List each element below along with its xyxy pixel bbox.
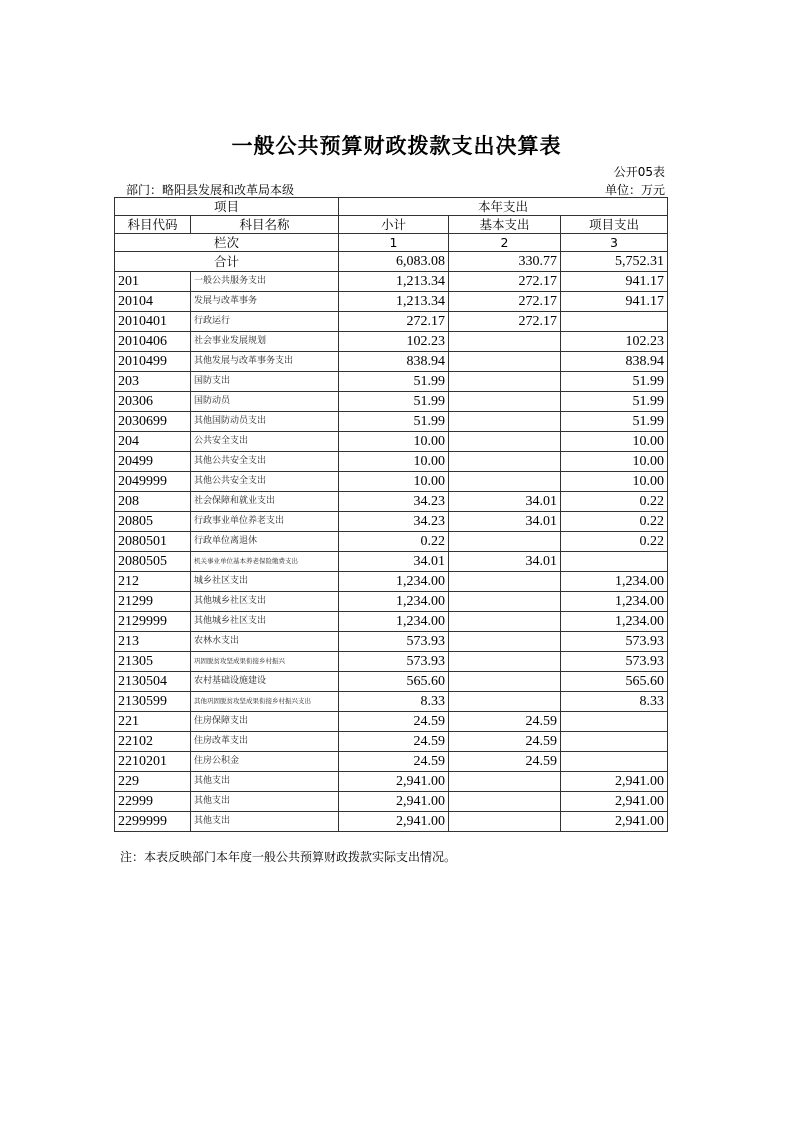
header-item: 项目 xyxy=(115,198,339,216)
row-name: 行政运行 xyxy=(191,312,339,332)
column-label: 栏次 xyxy=(115,234,339,252)
row-project: 10.00 xyxy=(561,452,668,472)
row-subtotal: 0.22 xyxy=(339,532,449,552)
row-subtotal: 51.99 xyxy=(339,372,449,392)
row-project xyxy=(561,312,668,332)
row-subtotal: 838.94 xyxy=(339,352,449,372)
row-project: 102.23 xyxy=(561,332,668,352)
row-subtotal: 10.00 xyxy=(339,472,449,492)
row-name: 其他公共安全支出 xyxy=(191,472,339,492)
column-number-row xyxy=(115,234,668,252)
row-code: 2049999 xyxy=(115,472,191,492)
row-project: 0.22 xyxy=(561,492,668,512)
header-project: 项目支出 xyxy=(561,216,668,234)
row-name: 公共安全支出 xyxy=(191,432,339,452)
row-name: 国防动员 xyxy=(191,392,339,412)
form-number: 公开05表 xyxy=(613,165,665,179)
row-name: 其他发展与改革事务支出 xyxy=(191,352,339,372)
row-project: 941.17 xyxy=(561,292,668,312)
row-project: 1,234.00 xyxy=(561,612,668,632)
row-basic xyxy=(449,572,561,592)
row-code: 22102 xyxy=(115,732,191,752)
table-row xyxy=(115,632,668,652)
row-name: 行政单位离退休 xyxy=(191,532,339,552)
table-row xyxy=(115,472,668,492)
row-subtotal: 1,213.34 xyxy=(339,272,449,292)
row-subtotal: 24.59 xyxy=(339,752,449,772)
row-project: 0.22 xyxy=(561,532,668,552)
row-name: 其他支出 xyxy=(191,792,339,812)
row-subtotal: 573.93 xyxy=(339,652,449,672)
row-basic xyxy=(449,632,561,652)
row-basic xyxy=(449,532,561,552)
row-project xyxy=(561,732,668,752)
row-name: 其他城乡社区支出 xyxy=(191,592,339,612)
row-basic: 272.17 xyxy=(449,272,561,292)
row-project: 573.93 xyxy=(561,652,668,672)
total-project: 5,752.31 xyxy=(561,252,668,272)
row-basic xyxy=(449,452,561,472)
row-subtotal: 24.59 xyxy=(339,712,449,732)
row-name: 发展与改革事务 xyxy=(191,292,339,312)
table-row xyxy=(115,592,668,612)
table-row xyxy=(115,772,668,792)
row-basic: 272.17 xyxy=(449,292,561,312)
header-name: 科目名称 xyxy=(191,216,339,234)
row-basic: 34.01 xyxy=(449,512,561,532)
header-basic: 基本支出 xyxy=(449,216,561,234)
row-basic: 24.59 xyxy=(449,732,561,752)
header-subtotal: 小计 xyxy=(339,216,449,234)
row-subtotal: 272.17 xyxy=(339,312,449,332)
table-row xyxy=(115,572,668,592)
table-row xyxy=(115,392,668,412)
row-project: 10.00 xyxy=(561,432,668,452)
table-row xyxy=(115,552,668,572)
row-subtotal: 2,941.00 xyxy=(339,772,449,792)
row-subtotal: 2,941.00 xyxy=(339,792,449,812)
table-row xyxy=(115,732,668,752)
row-name: 住房改革支出 xyxy=(191,732,339,752)
row-project: 2,941.00 xyxy=(561,812,668,832)
header-row-1 xyxy=(115,198,668,216)
header-current-year: 本年支出 xyxy=(339,198,668,216)
row-code: 201 xyxy=(115,272,191,292)
row-code: 204 xyxy=(115,432,191,452)
table-row xyxy=(115,492,668,512)
row-project xyxy=(561,712,668,732)
row-code: 212 xyxy=(115,572,191,592)
row-code: 2010499 xyxy=(115,352,191,372)
row-basic xyxy=(449,612,561,632)
row-basic: 34.01 xyxy=(449,552,561,572)
row-code: 21305 xyxy=(115,652,191,672)
row-code: 221 xyxy=(115,712,191,732)
row-code: 2080501 xyxy=(115,532,191,552)
row-name: 城乡社区支出 xyxy=(191,572,339,592)
table-row xyxy=(115,512,668,532)
row-basic xyxy=(449,812,561,832)
row-name: 其他公共安全支出 xyxy=(191,452,339,472)
row-basic xyxy=(449,672,561,692)
row-subtotal: 34.23 xyxy=(339,492,449,512)
row-code: 20306 xyxy=(115,392,191,412)
table-row xyxy=(115,432,668,452)
row-code: 229 xyxy=(115,772,191,792)
total-subtotal: 6,083.08 xyxy=(339,252,449,272)
row-subtotal: 573.93 xyxy=(339,632,449,652)
row-name: 巩固脱贫攻坚成果衔接乡村振兴 xyxy=(191,652,339,672)
row-subtotal: 24.59 xyxy=(339,732,449,752)
row-name: 其他支出 xyxy=(191,812,339,832)
row-name: 住房保障支出 xyxy=(191,712,339,732)
row-basic: 272.17 xyxy=(449,312,561,332)
total-label: 合计 xyxy=(115,252,339,272)
table-row xyxy=(115,532,668,552)
table-row xyxy=(115,272,668,292)
row-basic xyxy=(449,372,561,392)
row-project: 51.99 xyxy=(561,412,668,432)
row-code: 20805 xyxy=(115,512,191,532)
row-code: 2210201 xyxy=(115,752,191,772)
row-project: 838.94 xyxy=(561,352,668,372)
row-subtotal: 34.01 xyxy=(339,552,449,572)
row-project: 2,941.00 xyxy=(561,772,668,792)
row-name: 一般公共服务支出 xyxy=(191,272,339,292)
row-subtotal: 10.00 xyxy=(339,432,449,452)
table-row xyxy=(115,412,668,432)
row-project: 8.33 xyxy=(561,692,668,712)
row-project xyxy=(561,752,668,772)
table-row xyxy=(115,452,668,472)
row-code: 208 xyxy=(115,492,191,512)
expenditure-table xyxy=(114,197,668,832)
row-code: 2010406 xyxy=(115,332,191,352)
row-name: 其他城乡社区支出 xyxy=(191,612,339,632)
header-row-2 xyxy=(115,216,668,234)
row-subtotal: 1,213.34 xyxy=(339,292,449,312)
col-number-2: 2 xyxy=(449,234,561,252)
row-name: 农村基础设施建设 xyxy=(191,672,339,692)
row-basic: 24.59 xyxy=(449,712,561,732)
row-basic xyxy=(449,792,561,812)
table-row xyxy=(115,372,668,392)
row-project: 1,234.00 xyxy=(561,592,668,612)
table-row xyxy=(115,712,668,732)
table-row xyxy=(115,352,668,372)
row-project xyxy=(561,552,668,572)
unit-label: 单位：万元 xyxy=(604,183,665,197)
row-code: 2130599 xyxy=(115,692,191,712)
col-number-1: 1 xyxy=(339,234,449,252)
table-row xyxy=(115,332,668,352)
row-basic xyxy=(449,352,561,372)
row-code: 213 xyxy=(115,632,191,652)
row-basic xyxy=(449,412,561,432)
total-row xyxy=(115,252,668,272)
row-project: 565.60 xyxy=(561,672,668,692)
row-basic xyxy=(449,472,561,492)
table-row xyxy=(115,312,668,332)
row-subtotal: 102.23 xyxy=(339,332,449,352)
table-row xyxy=(115,792,668,812)
row-basic xyxy=(449,432,561,452)
row-code: 203 xyxy=(115,372,191,392)
row-basic xyxy=(449,592,561,612)
table-row xyxy=(115,292,668,312)
row-subtotal: 10.00 xyxy=(339,452,449,472)
page-title: 一般公共预算财政拨款支出决算表 xyxy=(231,134,562,158)
row-subtotal: 1,234.00 xyxy=(339,612,449,632)
row-project: 10.00 xyxy=(561,472,668,492)
row-code: 2299999 xyxy=(115,812,191,832)
row-project: 1,234.00 xyxy=(561,572,668,592)
row-project: 941.17 xyxy=(561,272,668,292)
row-project: 2,941.00 xyxy=(561,792,668,812)
header-code: 科目代码 xyxy=(115,216,191,234)
row-code: 2130504 xyxy=(115,672,191,692)
row-subtotal: 565.60 xyxy=(339,672,449,692)
row-name: 农林水支出 xyxy=(191,632,339,652)
row-code: 20104 xyxy=(115,292,191,312)
footnote: 注：本表反映部门本年度一般公共预算财政拨款实际支出情况。 xyxy=(120,850,457,864)
row-code: 2030699 xyxy=(115,412,191,432)
row-basic xyxy=(449,772,561,792)
table-row xyxy=(115,812,668,832)
table-row xyxy=(115,652,668,672)
row-basic: 34.01 xyxy=(449,492,561,512)
row-name: 行政事业单位养老支出 xyxy=(191,512,339,532)
table-row xyxy=(115,612,668,632)
table-row xyxy=(115,692,668,712)
row-name: 其他国防动员支出 xyxy=(191,412,339,432)
row-code: 2129999 xyxy=(115,612,191,632)
total-basic: 330.77 xyxy=(449,252,561,272)
row-basic xyxy=(449,652,561,672)
row-basic xyxy=(449,392,561,412)
row-name: 社会事业发展规划 xyxy=(191,332,339,352)
row-name: 机关事业单位基本养老保险缴费支出 xyxy=(191,552,339,572)
row-subtotal: 51.99 xyxy=(339,412,449,432)
department-label: 部门：略阳县发展和改革局本级 xyxy=(126,183,295,197)
row-code: 2010401 xyxy=(115,312,191,332)
row-subtotal: 8.33 xyxy=(339,692,449,712)
row-name: 住房公积金 xyxy=(191,752,339,772)
row-subtotal: 1,234.00 xyxy=(339,572,449,592)
row-basic: 24.59 xyxy=(449,752,561,772)
row-code: 22999 xyxy=(115,792,191,812)
row-code: 21299 xyxy=(115,592,191,612)
row-subtotal: 34.23 xyxy=(339,512,449,532)
row-code: 20499 xyxy=(115,452,191,472)
row-project: 51.99 xyxy=(561,372,668,392)
row-name: 其他支出 xyxy=(191,772,339,792)
row-project: 0.22 xyxy=(561,512,668,532)
row-project: 573.93 xyxy=(561,632,668,652)
row-subtotal: 51.99 xyxy=(339,392,449,412)
row-subtotal: 2,941.00 xyxy=(339,812,449,832)
row-project: 51.99 xyxy=(561,392,668,412)
row-name: 国防支出 xyxy=(191,372,339,392)
table-row xyxy=(115,672,668,692)
table-row xyxy=(115,752,668,772)
row-subtotal: 1,234.00 xyxy=(339,592,449,612)
row-code: 2080505 xyxy=(115,552,191,572)
row-basic xyxy=(449,692,561,712)
row-name: 其他巩固脱贫攻坚成果衔接乡村振兴支出 xyxy=(191,692,339,712)
row-basic xyxy=(449,332,561,352)
col-number-3: 3 xyxy=(561,234,668,252)
row-name: 社会保障和就业支出 xyxy=(191,492,339,512)
